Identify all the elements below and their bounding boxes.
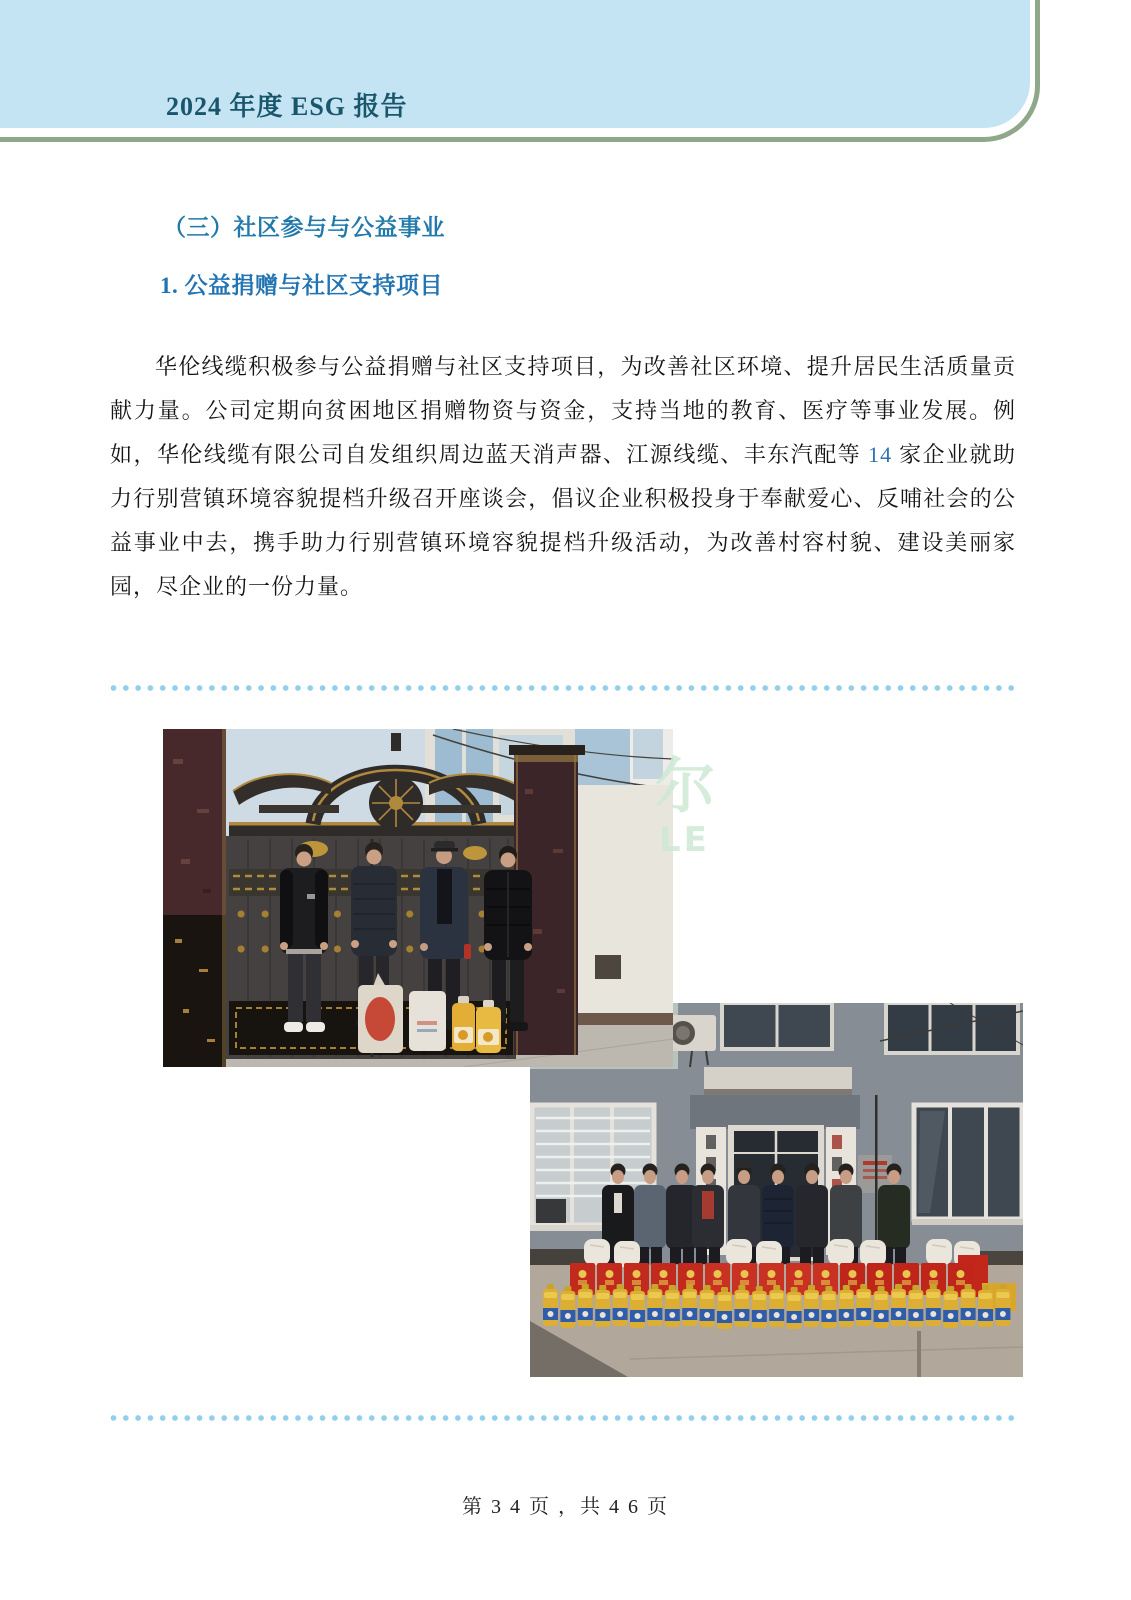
report-title: 2024 年度 ESG 报告 bbox=[166, 92, 408, 121]
dotted-separator-bottom bbox=[110, 1414, 1016, 1422]
page-number: 第 3 4 页 ，共 4 6 页 bbox=[462, 1496, 669, 1518]
gate-visit-photo bbox=[163, 729, 673, 1067]
body-paragraph bbox=[110, 345, 1016, 609]
section-heading: （三）社区参与与公益事业 bbox=[163, 215, 445, 240]
paragraph-text-2: 家企业就助力行别营镇环境容貌提档升级召开座谈会，倡议企业积极投身于奉献爱心、反哺社会的公益事业中去，携手助力行别营镇环境容貌提档升级活动，为改善村容村貌、建设美丽家园，尽企业的一份力量。 bbox=[110, 442, 1016, 599]
dotted-separator-top bbox=[110, 684, 1016, 692]
paragraph-text-1: 华伦线缆积极参与公益捐赠与社区支持项目，为改善社区环境、提升居民生活质量贡献力量。公司定期向贫困地区捐赠物资与资金，支持当地的教育、医疗等事业发展。例如，华伦线缆有限公司自发组织周边蓝天消声器、江源线缆、丰东汽配等 bbox=[110, 354, 1016, 467]
header-band bbox=[0, 0, 1030, 128]
company-count-number: 14 bbox=[868, 442, 893, 467]
gate-visit-photo-image bbox=[163, 729, 673, 1067]
watermark-character: 尔 bbox=[655, 752, 715, 822]
subsection-heading: 1. 公益捐赠与社区支持项目 bbox=[160, 273, 443, 298]
logo-watermark bbox=[655, 752, 715, 860]
watermark-letters: LE bbox=[659, 820, 710, 860]
